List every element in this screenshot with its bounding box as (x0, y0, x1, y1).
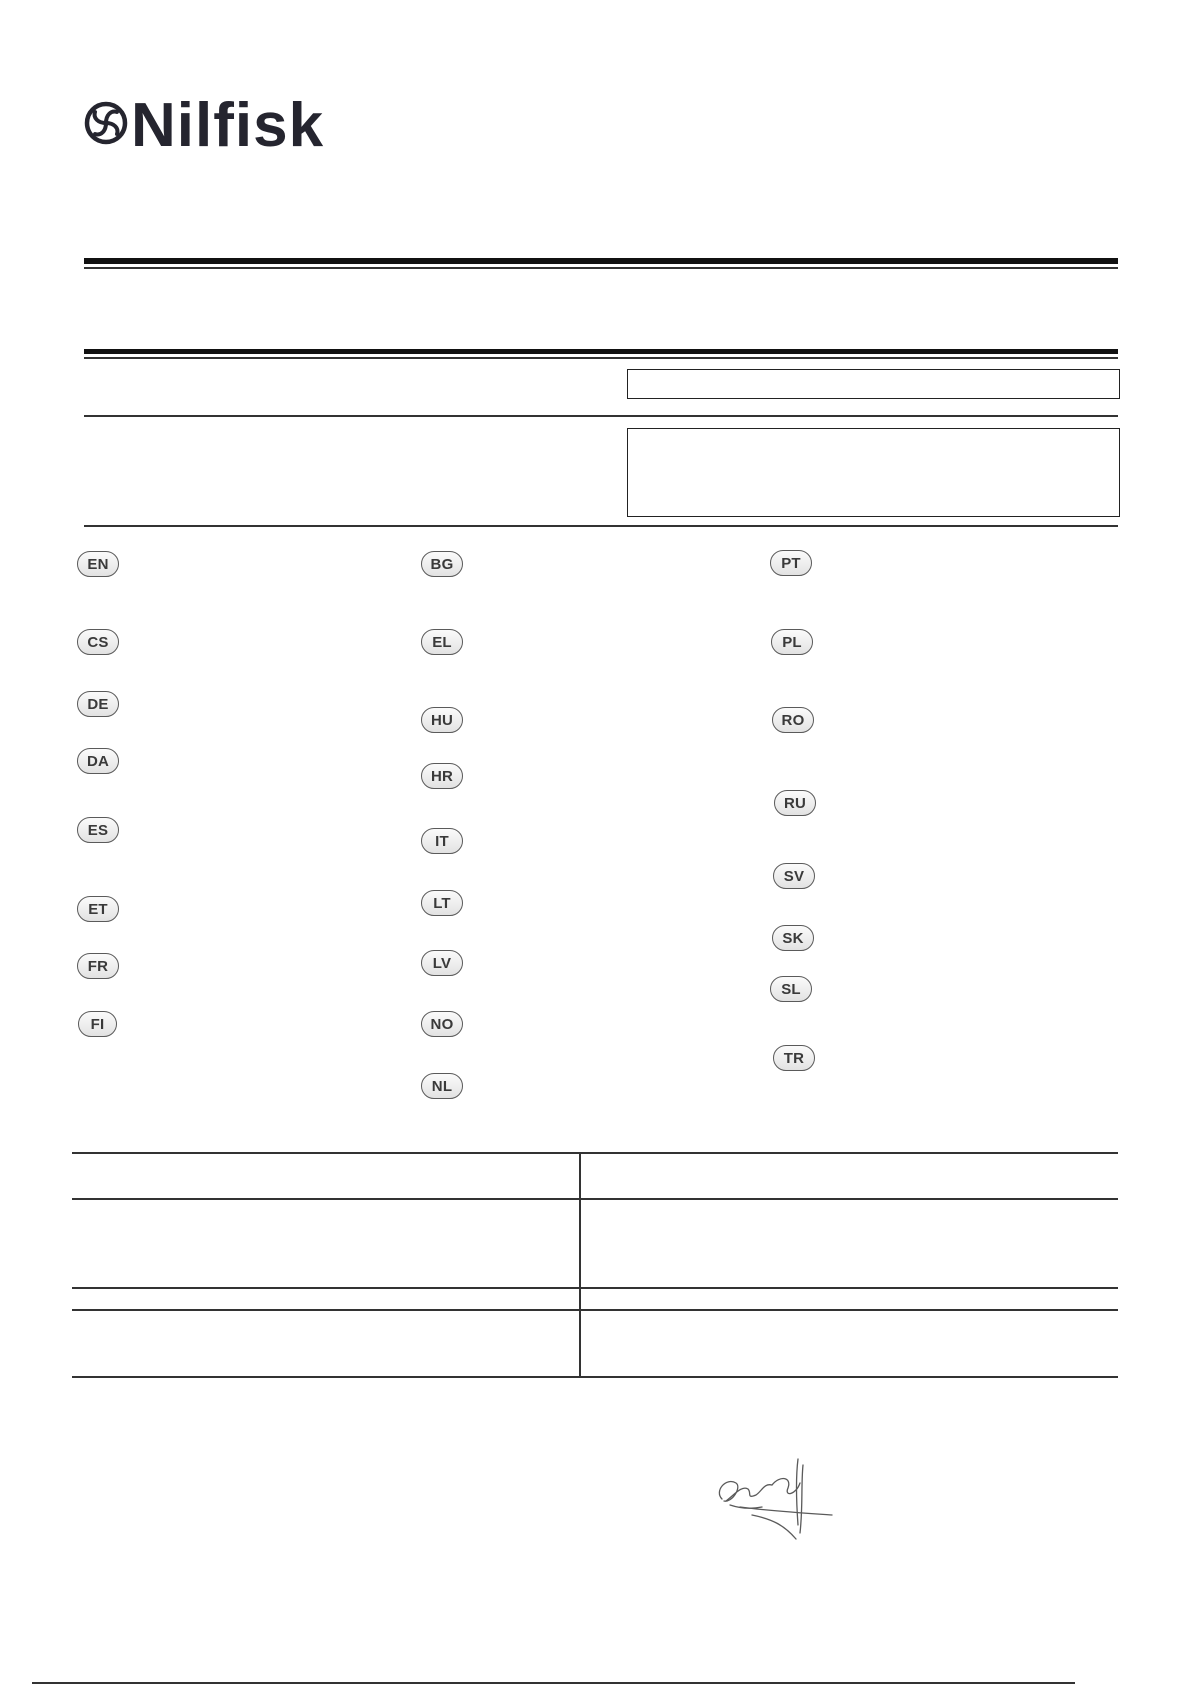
language-badge-sv: SV (773, 863, 815, 889)
table-bottom-border (72, 1376, 1118, 1378)
language-badge-de: DE (77, 691, 119, 717)
table-row-divider (72, 1198, 1118, 1200)
language-badge-hr: HR (421, 763, 463, 789)
language-badge-pt: PT (770, 550, 812, 576)
field-box-large (627, 428, 1120, 517)
language-badge-es: ES (77, 817, 119, 843)
language-badge-el: EL (421, 629, 463, 655)
language-badge-lv: LV (421, 950, 463, 976)
language-badge-it: IT (421, 828, 463, 854)
language-badge-nl: NL (421, 1073, 463, 1099)
header-rule-thin (84, 267, 1118, 269)
language-badge-tr: TR (773, 1045, 815, 1071)
table-row-divider (72, 1287, 1118, 1289)
handwritten-signature (712, 1455, 842, 1545)
language-badge-fi: FI (78, 1011, 117, 1037)
language-badge-bg: BG (421, 551, 463, 577)
language-badge-en: EN (77, 551, 119, 577)
language-badge-no: NO (421, 1011, 463, 1037)
language-badge-sl: SL (770, 976, 812, 1002)
footer-rule (32, 1682, 1075, 1684)
table-row-divider (72, 1309, 1118, 1311)
language-badge-pl: PL (771, 629, 813, 655)
language-badge-ro: RO (772, 707, 814, 733)
language-badge-hu: HU (421, 707, 463, 733)
swirl-logo-icon (84, 101, 128, 145)
section-rule-thick (84, 349, 1118, 354)
table-column-divider (579, 1152, 581, 1377)
language-badge-lt: LT (421, 890, 463, 916)
language-badge-fr: FR (77, 953, 119, 979)
brand-name: Nilfisk (131, 91, 325, 160)
language-badge-ru: RU (774, 790, 816, 816)
section-rule-thin (84, 357, 1118, 359)
language-badge-da: DA (77, 748, 119, 774)
field-box-top (627, 369, 1120, 399)
language-badge-sk: SK (772, 925, 814, 951)
language-badge-cs: CS (77, 629, 119, 655)
language-badge-et: ET (77, 896, 119, 922)
languages-separator (84, 525, 1118, 527)
table-top-border (72, 1152, 1118, 1154)
header-rule-thick (84, 258, 1118, 264)
field-separator (84, 415, 1118, 417)
